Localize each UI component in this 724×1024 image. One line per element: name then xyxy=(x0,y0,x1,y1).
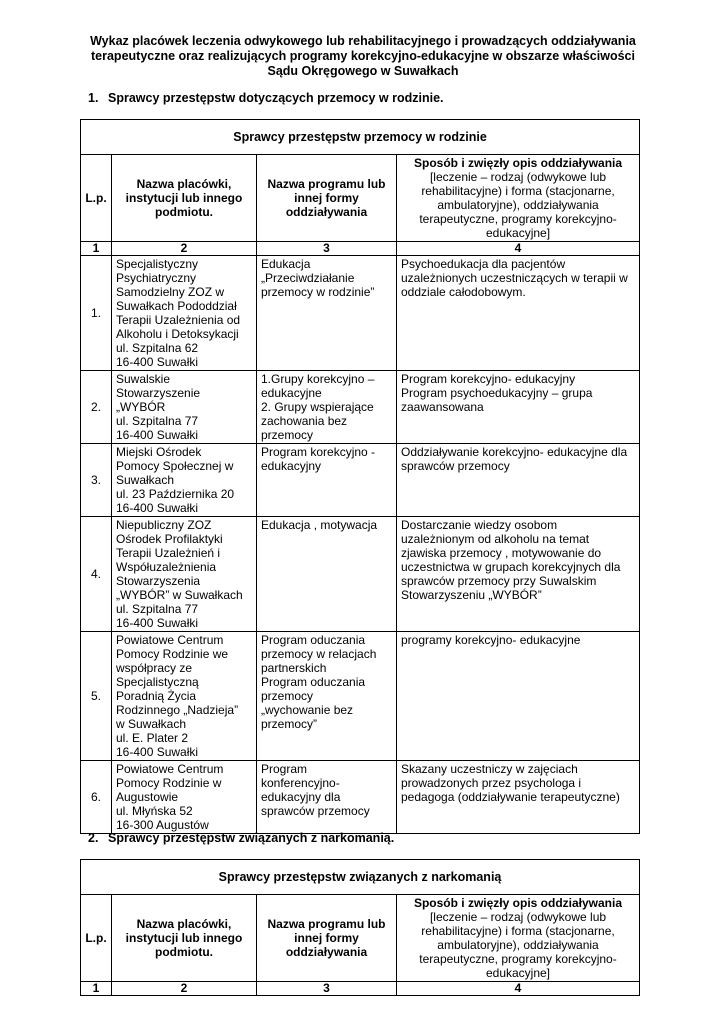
index-cell: 3 xyxy=(257,242,397,256)
table-header-row xyxy=(81,895,640,982)
narcotics-table xyxy=(80,859,640,996)
section-1-heading-text: Sprawcy przestępstw dotyczących przemocy w rodzinie. xyxy=(108,91,444,105)
section-1-heading xyxy=(88,91,444,105)
row-lp: 6. xyxy=(81,761,112,834)
table-caption-row xyxy=(81,120,640,155)
index-cell: 2 xyxy=(112,982,257,996)
header-description-title: Sposób i zwięzły opis oddziaływania xyxy=(414,156,623,170)
row-description: Dostarczanie wiedzy osobom uzależnionym od alkoholu na temat zjawiska przemocy , motywowanie do uczestnictwa w grupach korekcyjnych dla sprawców przemocy przy Suwalskim Stowarzyszeniu „WYBÓR” xyxy=(397,517,640,632)
title-line-2: terapeutyczne oraz realizujących programy korekcyjno-edukacyjne w obszarze właściwości xyxy=(91,49,635,63)
table-index-row xyxy=(81,982,640,996)
table-row xyxy=(81,632,640,761)
row-description: programy korekcyjno- edukacyjne xyxy=(397,632,640,761)
table-row xyxy=(81,256,640,371)
row-description: Program korekcyjno- edukacyjny Program psychoedukacyjny – grupa zaawansowana xyxy=(397,371,640,444)
row-facility: Miejski Ośrodek Pomocy Społecznej w Suwałkach ul. 23 Października 20 16-400 Suwałki xyxy=(112,444,257,517)
title-line-3: Sądu Okręgowego w Suwałkach xyxy=(267,64,459,78)
header-program: Nazwa programu lub innej formy oddziaływania xyxy=(257,155,397,242)
table-row xyxy=(81,517,640,632)
header-description xyxy=(397,155,640,242)
section-2-heading-text: Sprawcy przestępstw związanych z narkomanią. xyxy=(108,831,395,845)
table-header-row xyxy=(81,155,640,242)
header-description-note: [leczenie – rodzaj (odwykowe lub rehabilitacyjne) i forma (stacjonarne, ambulatoryjne), oddziaływania terapeutyczne, programy korekcyjno-edukacyjne] xyxy=(419,910,617,980)
row-facility: Niepubliczny ZOZ Ośrodek Profilaktyki Terapii Uzależnień i Współuzależnienia Stowarzyszenia „WYBÓR” w Suwałkach ul. Szpitalna 77 16-400 Suwałki xyxy=(112,517,257,632)
document-title xyxy=(80,34,646,79)
table-caption-row xyxy=(81,860,640,895)
row-program: 1.Grupy korekcyjno – edukacyjne 2. Grupy wspierające zachowania bez przemocy xyxy=(257,371,397,444)
row-facility: Powiatowe Centrum Pomocy Rodzinie w Augustowie ul. Młyńska 52 16-300 Augustów xyxy=(112,761,257,834)
row-lp: 3. xyxy=(81,444,112,517)
table-row xyxy=(81,761,640,834)
index-cell: 4 xyxy=(397,242,640,256)
index-cell: 2 xyxy=(112,242,257,256)
row-facility: Powiatowe Centrum Pomocy Rodzinie we współpracy ze Specjalistyczną Poradnią Życia Rodzinnego „Nadzieja” w Suwałkach ul. E. Plater 2 16-400 Suwałki xyxy=(112,632,257,761)
row-program: Edukacja , motywacja xyxy=(257,517,397,632)
index-cell: 1 xyxy=(81,242,112,256)
table-caption: Sprawcy przestępstw związanych z narkomanią xyxy=(81,860,640,895)
row-program: Program konferencyjno- edukacyjny dla sprawców przemocy xyxy=(257,761,397,834)
header-facility: Nazwa placówki, instytucji lub innego podmiotu. xyxy=(112,895,257,982)
row-facility: Suwalskie Stowarzyszenie „WYBÓR ul. Szpitalna 77 16-400 Suwałki xyxy=(112,371,257,444)
row-lp: 4. xyxy=(81,517,112,632)
row-description: Psychoedukacja dla pacjentów uzależnionych uczestniczących w terapii w oddziale całodobowym. xyxy=(397,256,640,371)
table-index-row xyxy=(81,242,640,256)
row-description: Skazany uczestniczy w zajęciach prowadzonych przez psychologa i pedagoga (oddziaływanie terapeutyczne) xyxy=(397,761,640,834)
row-facility: Specjalistyczny Psychiatryczny Samodzielny ZOZ w Suwałkach Pododdział Terapii Uzależnienia od Alkoholu i Detoksykacji ul. Szpitalna 62 16-400 Suwałki xyxy=(112,256,257,371)
table-row xyxy=(81,371,640,444)
section-2-heading xyxy=(88,831,394,845)
title-line-1: Wykaz placówek leczenia odwykowego lub rehabilitacyjnego i prowadzących oddziaływania xyxy=(90,34,636,48)
header-program: Nazwa programu lub innej formy oddziaływania xyxy=(257,895,397,982)
row-program: Program oduczania przemocy w relacjach partnerskich Program oduczania przemocy „wychowanie bez przemocy” xyxy=(257,632,397,761)
header-description-title: Sposób i zwięzły opis oddziaływania xyxy=(413,896,623,910)
header-facility: Nazwa placówki, instytucji lub innego podmiotu. xyxy=(112,155,257,242)
row-lp: 5. xyxy=(81,632,112,761)
header-lp: L.p. xyxy=(81,895,112,982)
index-cell: 4 xyxy=(397,982,640,996)
index-cell: 1 xyxy=(81,982,112,996)
row-program: Edukacja „Przeciwdziałanie przemocy w rodzinie” xyxy=(257,256,397,371)
row-program: Program korekcyjno - edukacyjny xyxy=(257,444,397,517)
section-2-number: 2. xyxy=(88,831,99,845)
section-1-number: 1. xyxy=(88,91,99,105)
table-caption: Sprawcy przestępstw przemocy w rodzinie xyxy=(81,120,640,155)
row-lp: 1. xyxy=(81,256,112,371)
row-lp: 2. xyxy=(81,371,112,444)
index-cell: 3 xyxy=(257,982,397,996)
row-description: Oddziaływanie korekcyjno- edukacyjne dla sprawców przemocy xyxy=(397,444,640,517)
header-description-note: [leczenie – rodzaj (odwykowe lub rehabilitacyjne) i forma (stacjonarne, ambulatoryjne), oddziaływania terapeutyczne, programy korekcyjno-edukacyjne] xyxy=(419,170,617,240)
header-lp: L.p. xyxy=(81,155,112,242)
domestic-violence-table xyxy=(80,119,640,834)
table-row xyxy=(81,444,640,517)
header-description xyxy=(397,895,640,982)
